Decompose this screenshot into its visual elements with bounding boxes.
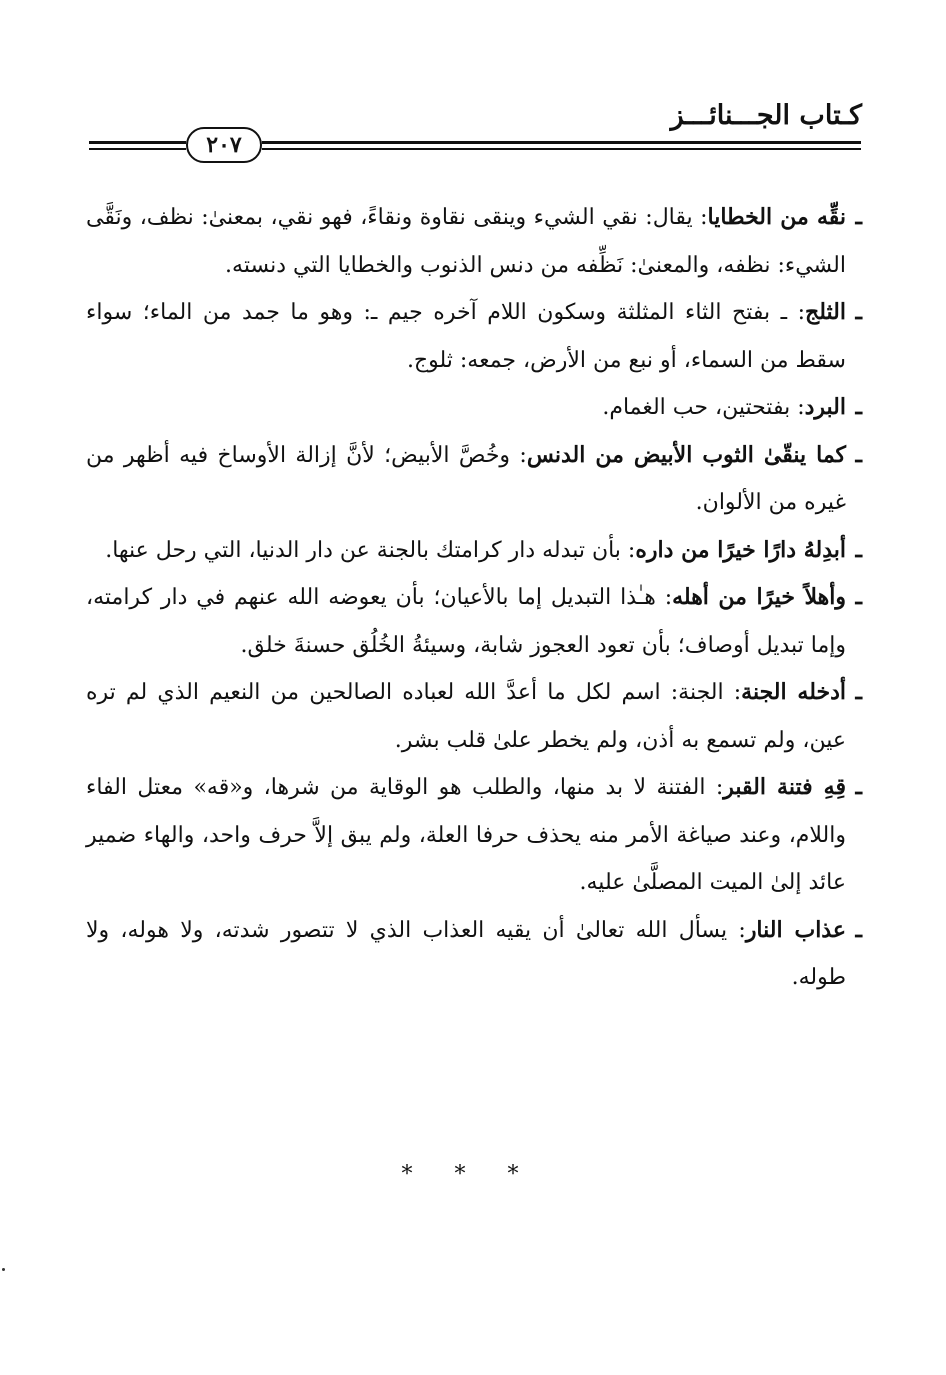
entry-text: : بأن تبدله دار كرامتك بالجنة عن دار الدنيا، التي رحل عنها. <box>105 537 636 563</box>
header-rule-right <box>262 141 861 144</box>
page-number <box>186 127 262 163</box>
entry-text: : يقال: نقي الشيء وينقى نقاوة ونقاءً، فهو نقي، بمعنىٰ: نظف، ونَقَّى الشيء: نظفه، والمعنىٰ: نَظِّفه من دنس الذنوب والخطايا التي دنسته. <box>86 205 846 278</box>
entry-term: نقِّه من الخطايا <box>707 204 846 230</box>
entry-term: البرد <box>804 394 846 420</box>
entry-text: : ـ بفتح الثاء المثلثة وسكون اللام آخره جيم ـ: وهو ما جمد من الماء؛ سواء سقط من السماء، أو نبع من الأرض، جمعه: ثلوج. <box>86 300 846 373</box>
glossary-entry <box>86 194 862 289</box>
separator-asterisk: * <box>401 1162 439 1187</box>
glossary-entry <box>86 907 862 1002</box>
glossary-entry <box>86 574 862 669</box>
glossary-entry <box>86 432 862 527</box>
entry-text: : وخُصَّ الأبيض؛ لأنَّ إزالة الأوساخ فيه أظهر من غيره من الألوان. <box>86 442 846 515</box>
scan-speck <box>2 1268 5 1271</box>
entry-dash: ـ <box>855 204 862 230</box>
header-rule-right-lower <box>262 148 861 150</box>
separator-asterisk: * <box>507 1162 545 1187</box>
entry-term: كما ينقّىٰ الثوب الأبيض من الدنس <box>526 441 847 468</box>
entry-term: قِهِ فتنة القبر <box>723 774 846 800</box>
glossary-entry <box>86 289 862 384</box>
entry-dash: ـ <box>855 679 862 705</box>
entry-term: عذاب النار <box>745 916 846 943</box>
entry-term: الثلج <box>805 299 846 325</box>
entry-text: : بفتحتين، حب الغمام. <box>602 395 805 420</box>
entry-text: : يسأل الله تعالىٰ أن يقيه العذاب الذي لا تتصور شدته، ولا هوله، ولا طوله. <box>86 917 846 990</box>
section-separator <box>0 1162 946 1187</box>
glossary-entry <box>86 527 862 575</box>
glossary-entry <box>86 764 862 907</box>
entry-text: : هـٰذا التبديل إما بالأعيان؛ بأن يعوضه الله عنهم في دار كرامته، وإما تبديل أوصاف؛ بأن تعود العجوز شابة، وسيئةُ الخُلُق حسنةَ خلق. <box>86 585 846 658</box>
entry-dash: ـ <box>855 536 862 563</box>
entry-dash: ـ <box>855 916 862 943</box>
entry-term: وأهلاً خيرًا من أهله <box>672 584 846 610</box>
entry-text: : الجنة: اسم لكل ما أعدَّ الله لعباده الصالحين من النعيم الذي لم تره عين، ولم تسمع به أذن، ولم يخطر علىٰ قلب بشر. <box>86 680 846 753</box>
entry-dash: ـ <box>855 441 862 468</box>
running-header-title: كـتاب الجـــنائـــز <box>670 100 862 131</box>
header-rule-left <box>89 141 186 144</box>
entry-dash: ـ <box>855 394 862 420</box>
glossary-entry <box>86 669 862 764</box>
entry-dash: ـ <box>855 299 862 325</box>
separator-asterisk: * <box>454 1162 492 1187</box>
entry-dash: ـ <box>855 774 862 800</box>
entry-term: أدخله الجنة <box>741 679 846 705</box>
glossary-body <box>86 194 862 1002</box>
entry-dash: ـ <box>855 584 862 610</box>
header-rule-left-lower <box>89 148 186 150</box>
glossary-entry <box>86 384 862 432</box>
page-number-text: ٢٠٧ <box>206 132 242 158</box>
entry-text: : الفتنة لا بد منها، والطلب هو الوقاية من شرها، و«قه» معتل الفاء واللام، وعند صياغة الأمر منه يحذف حرفا العلة، ولم يبق إلاَّ حرف واحد، والهاء ضمير عائد إلىٰ الميت المصلَّىٰ عليه. <box>86 775 846 895</box>
entry-term: أبدِلهُ دارًا خيرًا من داره <box>635 536 846 563</box>
